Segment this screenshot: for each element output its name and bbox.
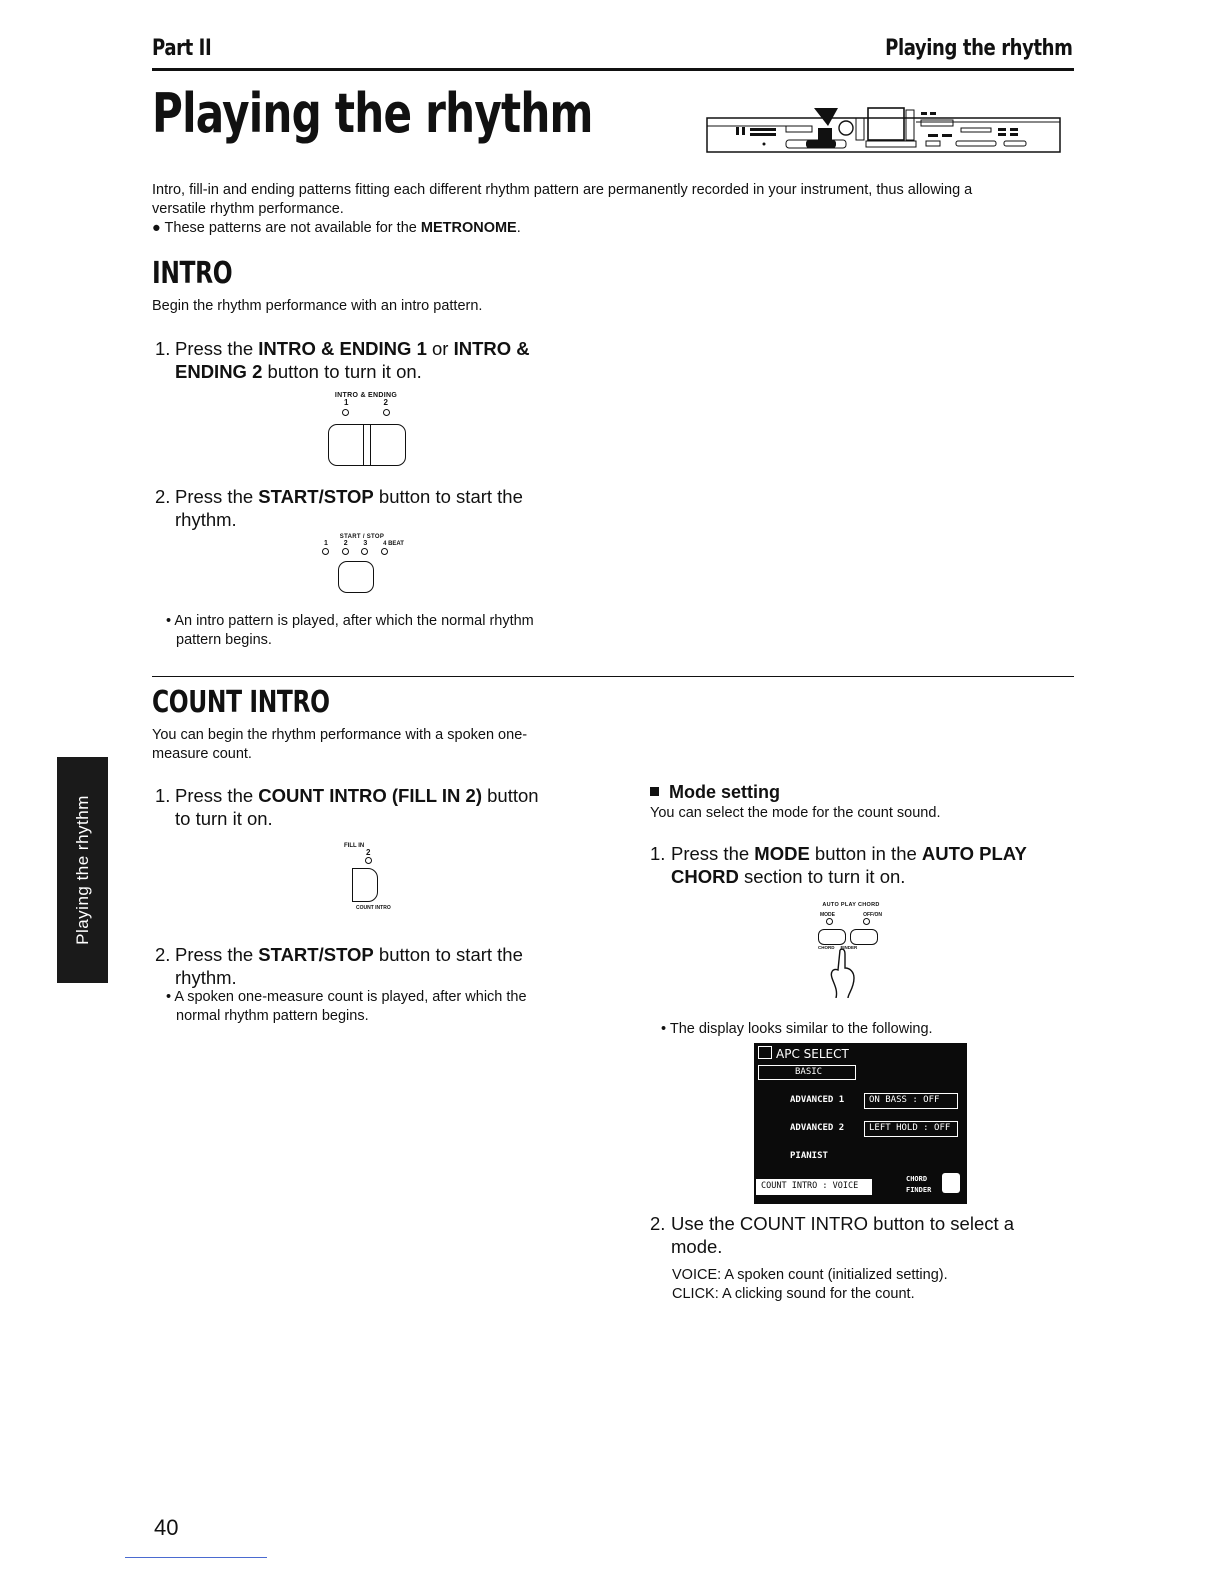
display-item-advanced-2: ADVANCED 2 xyxy=(790,1123,845,1133)
display-count-intro: COUNT INTRO : VOICE xyxy=(756,1179,872,1195)
count-intro-button[interactable] xyxy=(352,868,378,902)
display-finder: FINDER xyxy=(906,1186,932,1194)
header-section: Playing the rhythm xyxy=(884,36,1072,61)
led-indicator xyxy=(383,409,390,416)
square-bullet-icon xyxy=(650,787,659,796)
fill-in-label: FILL IN xyxy=(344,843,365,849)
intro-ending-label: INTRO & ENDING xyxy=(334,392,398,399)
intro-paragraph xyxy=(152,181,1092,238)
mode-options xyxy=(672,1266,948,1304)
led-indicator xyxy=(342,409,349,416)
display-chord: CHORD xyxy=(906,1175,928,1183)
intro-step-2: 2. Press the START/STOP button to start the rhythm. xyxy=(155,486,523,530)
display-item-pianist: PIANIST xyxy=(790,1151,828,1161)
fill-in-2-figure: FILL IN 2 COUNT INTRO xyxy=(340,843,380,923)
display-title: APC SELECT xyxy=(758,1046,849,1061)
intro-description: Begin the rhythm performance with an intro pattern. xyxy=(152,298,483,314)
on-off-button[interactable] xyxy=(850,929,878,945)
section-divider xyxy=(152,676,1074,677)
auto-play-chord-figure: AUTO PLAY CHORD MODE OFF/ON CHORD FINDER xyxy=(806,902,896,1006)
intro-ending-figure: INTRO & ENDING 1 2 xyxy=(322,392,410,472)
count-intro-note: • A spoken one-measure count is played, after which the normal rhythm pattern begins. xyxy=(166,989,527,1024)
intro-line-1: Intro, fill-in and ending patterns fitting each different rhythm pattern are permanently recorded in your instrument, thus allowing a xyxy=(152,182,973,198)
header-rule xyxy=(152,68,1074,71)
display-note: • The display looks similar to the following. xyxy=(661,1021,933,1037)
intro-line-2: versatile rhythm performance. xyxy=(152,201,344,217)
chord-finder-icon xyxy=(942,1173,960,1193)
display-item-basic: BASIC xyxy=(758,1065,856,1080)
display-left-hold: LEFT HOLD : OFF xyxy=(864,1121,958,1137)
intro-step-1: 1. Press the INTRO & ENDING 1 or INTRO & ENDING 2 button to turn it on. xyxy=(155,338,530,382)
start-stop-figure: START / STOP 1 2 3 4 BEAT xyxy=(316,534,408,604)
display-on-bass: ON BASS : OFF xyxy=(864,1093,958,1109)
intro-note: • An intro pattern is played, after which the normal rhythm pattern begins. xyxy=(166,613,534,648)
click-option: CLICK: A clicking sound for the count. xyxy=(672,1286,915,1302)
count-intro-step-2: 2. Press the START/STOP button to start the rhythm. xyxy=(155,944,523,988)
header-part: Part II xyxy=(152,36,212,61)
intro-heading: INTRO xyxy=(152,256,233,291)
start-stop-button[interactable] xyxy=(338,561,374,593)
intro-ending-1-button[interactable] xyxy=(329,425,364,465)
side-tab: Playing the rhythm xyxy=(57,757,108,983)
intro-ending-2-button[interactable] xyxy=(371,425,405,465)
mode-step-2: 2. Use the COUNT INTRO button to select a mode. xyxy=(650,1213,1015,1257)
count-intro-heading: COUNT INTRO xyxy=(152,685,330,720)
metronome-note: ● These patterns are not available for the METRONOME. xyxy=(152,220,521,236)
apc-select-display xyxy=(754,1043,967,1204)
auto-play-chord-label: AUTO PLAY CHORD xyxy=(822,902,880,908)
keyboard-panel-illustration xyxy=(706,100,1062,156)
mode-step-1: 1. Press the MODE button in the AUTO PLAY CHORD section to turn it on. xyxy=(650,843,1027,887)
count-intro-label: COUNT INTRO xyxy=(356,905,391,911)
voice-option: VOICE: A spoken count (initialized setting). xyxy=(672,1267,948,1283)
mode-setting-heading: Mode setting xyxy=(650,782,780,803)
mode-setting-description: You can select the mode for the count sound. xyxy=(650,805,941,821)
count-intro-description: You can begin the rhythm performance with a spoken one- measure count. xyxy=(152,727,528,762)
mode-button[interactable] xyxy=(818,929,846,945)
display-page-icon xyxy=(758,1046,772,1059)
page-number: 40 xyxy=(154,1515,179,1540)
footer-line xyxy=(125,1557,267,1558)
page-title: Playing the rhythm xyxy=(152,82,593,145)
count-intro-step-1: 1. Press the COUNT INTRO (FILL IN 2) button to turn it on. xyxy=(155,785,539,829)
pointing-hand-icon xyxy=(820,946,860,998)
start-stop-label: START / STOP xyxy=(339,534,385,540)
display-item-advanced-1: ADVANCED 1 xyxy=(790,1095,845,1105)
